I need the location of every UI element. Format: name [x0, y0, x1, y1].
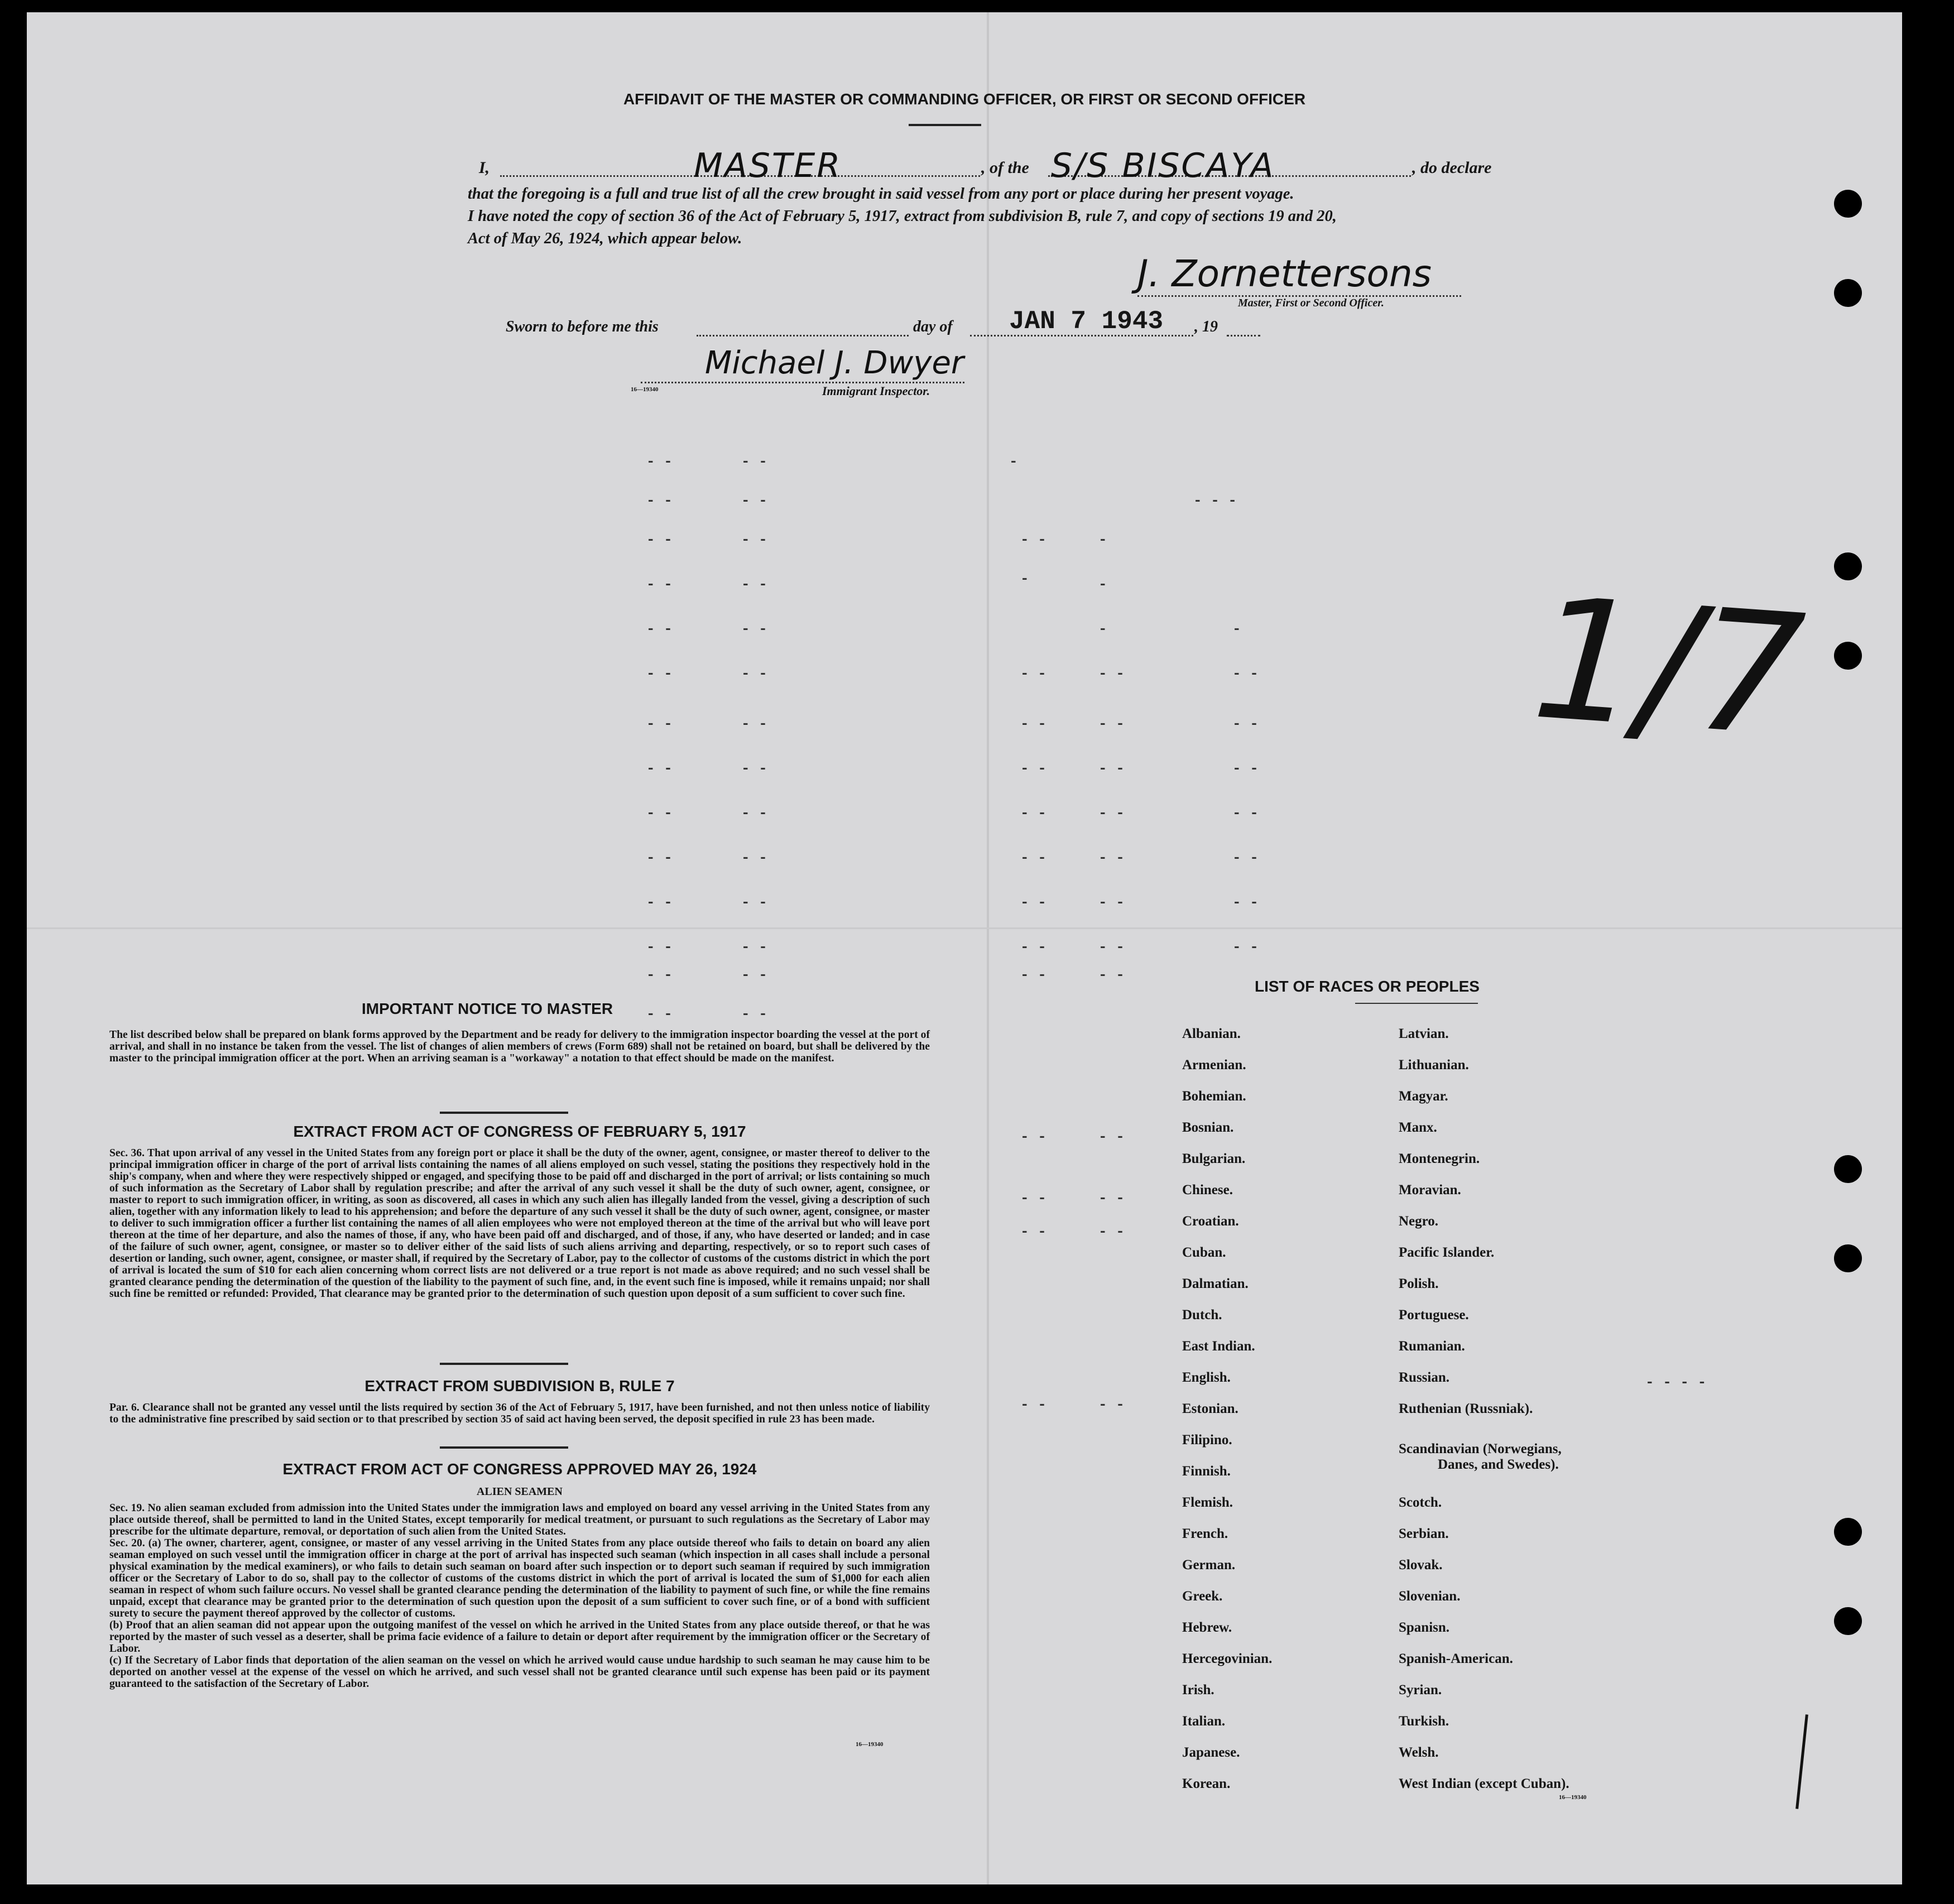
race-item: Welsh. [1399, 1745, 1439, 1760]
extract-1917-rule [440, 1363, 568, 1365]
race-item: Lithuanian. [1399, 1057, 1469, 1073]
name-value: MASTER [694, 146, 842, 185]
extract-1924-body [109, 1502, 930, 1690]
alien-seamen-subtitle: ALIEN SEAMEN [477, 1485, 563, 1498]
punch-hole [1834, 1155, 1862, 1183]
year-label: , 19 [1194, 318, 1218, 335]
race-item: Estonian. [1182, 1401, 1238, 1416]
fold-line-horizontal [27, 927, 1902, 929]
races-title: LIST OF RACES OR PEOPLES [1255, 978, 1480, 995]
race-item: Bohemian. [1182, 1089, 1246, 1104]
inspector-label: Immigrant Inspector. [822, 384, 930, 398]
race-item: Scotch. [1399, 1495, 1442, 1510]
inspector-fill-line [641, 381, 964, 383]
race-item: Flemish. [1182, 1495, 1233, 1510]
year-fill-line [1227, 334, 1260, 336]
affidavit-line-2: that the foregoing is a full and true list of all the crew brought in said vessel from any port or place during her present voyage. [468, 185, 1294, 203]
form-number-right: 16—19340 [1559, 1794, 1587, 1801]
punch-hole [1834, 279, 1862, 307]
race-item: Slovenian. [1399, 1589, 1461, 1604]
race-item: Dutch. [1182, 1307, 1222, 1323]
race-item: Dalmatian. [1182, 1276, 1249, 1291]
notice-title: IMPORTANT NOTICE TO MASTER [362, 1000, 613, 1017]
rule7-title: EXTRACT FROM SUBDIVISION B, RULE 7 [364, 1377, 675, 1395]
master-title-label: Master, First or Second Officer. [1238, 297, 1384, 309]
notice-rule [440, 1112, 568, 1114]
race-item: Chinese. [1182, 1182, 1233, 1198]
sec20c-text: (c) If the Secretary of Labor finds that deportation of the alien seaman on the vessel on which he arrived would cause undue hardship to such seaman he may cause him to be deported on another vessel at the expense of the vessel on which he arrived, and such vessel shall not be granted clearance until such expense has been paid or its payment guaranteed to the satisfaction of the Secretary of Labor. [109, 1655, 930, 1690]
race-item: Albanian. [1182, 1026, 1241, 1041]
race-item: Filipino. [1182, 1432, 1232, 1448]
race-item: Hebrew. [1182, 1620, 1232, 1635]
races-rule [1355, 1003, 1478, 1004]
race-item: Japanese. [1182, 1745, 1240, 1760]
race-item: Rumanian. [1399, 1339, 1465, 1354]
race-item: Turkish. [1399, 1714, 1449, 1729]
race-item: Bulgarian. [1182, 1151, 1246, 1166]
form-number-left: 16—19340 [856, 1741, 884, 1748]
race-item: Magyar. [1399, 1089, 1448, 1104]
extract-1924-title: EXTRACT FROM ACT OF CONGRESS APPROVED MAY 26, 1924 [282, 1460, 757, 1478]
race-item: Bosnian. [1182, 1120, 1234, 1135]
race-item: Slovak. [1399, 1557, 1443, 1573]
do-declare-label: , do declare [1412, 158, 1492, 177]
day-of-label: day of [913, 318, 953, 335]
race-item: Spanisn. [1399, 1620, 1450, 1635]
affidavit-line-3: I have noted the copy of section 36 of the Act of February 5, 1917, extract from subdivision B, rule 7, and copy of sections 19 and 20, [468, 208, 1337, 225]
punch-hole [1834, 190, 1862, 218]
inspector-signature: Michael J. Dwyer [705, 345, 964, 381]
race-item: Latvian. [1399, 1026, 1449, 1041]
rule7-body: Par. 6. Clearance shall not be granted any vessel until the lists required by section 36 of the Act of February 5, 1917, have been furnished, and not then unless notice of liability to the administrative fine prescribed by said section or to that prescribed by section 35 of said act having been served, the deposit specified in rule 23 has been made. [109, 1402, 930, 1425]
race-item: Greek. [1182, 1589, 1223, 1604]
race-item: Negro. [1399, 1214, 1439, 1229]
of-the-label: , of the [981, 158, 1029, 177]
race-item: Croatian. [1182, 1214, 1239, 1229]
punch-hole [1834, 1607, 1862, 1635]
sworn-day-fill-line [697, 334, 909, 336]
sec19-text: Sec. 19. No alien seaman excluded from admission into the United States under the immigration laws and employed on board any vessel arriving in the United States from any place outside thereof, shall be permitted to land in the United States, except temporarily for medical treatment, or pursuant to such regulations as the Secretary of Labor may prescribe for the ultimate departure, removal, or deportation of such alien from the United States. [109, 1502, 930, 1537]
affidavit-title: AFFIDAVIT OF THE MASTER OR COMMANDING OFFICER, OR FIRST OR SECOND OFFICER [623, 90, 1306, 108]
race-item: Russian. [1399, 1370, 1450, 1385]
handwritten-page-mark: 1/7 [1527, 561, 1810, 775]
sworn-label: Sworn to before me this [506, 318, 659, 335]
race-item: Portuguese. [1399, 1307, 1469, 1323]
sec20a-text: Sec. 20. (a) The owner, charterer, agent, consignee, or master of any vessel arriving in the United States from any place outside thereof who fails to detain on board any alien seaman employed on such vessel until the immigration officer in charge at the port of arrival has inspected such seaman (which inspection in all cases shall include a personal physical examination by the medical examiners), or who fails to detain such seaman on board after such inspection or to deport such seaman if required by such immigration officer or the Secretary of Labor to do so, shall pay to the collector of customs of the customs district in which the port of arrival is located the sum of $1,000 for each alien seaman in respect of whom such failure occurs. No vessel shall be granted clearance pending the determination of the liability to payment of such fine, or while the fine remains unpaid, except that clearance may be granted prior to the determination of such question upon the deposit of a sum sufficient to cover such fine, or of a bond with sufficient surety to secure the payment thereof approved by the collector of customs. [109, 1537, 930, 1619]
punch-hole [1834, 552, 1862, 580]
race-item: Irish. [1182, 1682, 1214, 1698]
race-item: Finnish. [1182, 1464, 1231, 1479]
race-item: German. [1182, 1557, 1236, 1573]
race-item: Pacific Islander. [1399, 1245, 1495, 1260]
race-item: West Indian (except Cuban). [1399, 1776, 1569, 1791]
race-item: Korean. [1182, 1776, 1231, 1791]
race-item: East Indian. [1182, 1339, 1255, 1354]
punch-hole [1834, 1244, 1862, 1272]
document-page: AFFIDAVIT OF THE MASTER OR COMMANDING OFFICER, OR FIRST OR SECOND OFFICER I, MASTER , of the S/S BISCAYA , do declare that the foregoing is a full and true list of all the crew brought in said vessel from any port or place during her present voyage. I have noted the copy of section 36 of the Act of February 5, 1917, extract from subdivision B, rule 7, and copy of sections 19 and 20, Act of May 26, 1924, which appear below. J. Zornettersons Master, First or Second Officer. Sworn to before me this day of JAN 7 1943 , 19 Michael J. Dwyer 16—19340 Immigrant Inspector. 1/7 - - - - - - - - - - - - - - - - - - - - - - - - - - - - - - - - - - - - - - - - - - - - - - - - - - - - - - - - - - - - - - - - - - - - - - - - - - - - - - - - - - - - - - - - - - - - - - - - - - - - - - - - - - - - - - - - - - - - - - - - - - - - - - - - - - - - - IMPORTANT NOTICE TO MASTER The list described below shall be prepared on blank forms approved by the Department and be ready for delivery to the immigration inspector boarding the vessel at the port of arrival, and shall in no instance be taken from the vessel. The list of changes of alien members of crews (Form 689) shall not be retained on board, but shall be delivered by the master to the principal immigration officer at the port. When an arriving seaman is a "workaway" a notation to that effect should be made on the manifest. EXTRACT FROM ACT OF CONGRESS OF FEBRUARY 5, 1917 Sec. 36. That upon arrival of any vessel in the United States from any foreign port or place it shall be the duty of the owner, agent, consignee, or master thereof to deliver to the principal immigration officer in charge of the port of arrival lists containing the names of all aliens employed on such vessel, stating the positions they respectively hold in the ship's company, when and where they were respectively shipped or engaged, and specifying those to be paid off and discharged in the port of arrival; or lists containing so much of such information as the Secretary of Labor shall by regulation prescribe; and after the arrival of any such vessel it shall be the duty of such owner, agent, consignee, or master to report to such immigration officer, in writing, as soon as discovered, all cases in which any such alien has illegally landed from the vessel, giving a description of such alien, together with any information likely to lead to his apprehension; and before the departure of any such vessel it shall be the duty of such owner, agent, consignee, or master to deliver to such immigration officer a further list containing the names of all alien employees who were not employed thereon at the time of the arrival but who will leave port thereon at the time of her departure, and also the names of those, if any, who have been paid off and discharged, and of those, if any, who have deserted or landed; and in case of the failure of such owner, agent, consignee, or master so to deliver either of the said lists of such aliens arriving and departing, respectively, or so to report such cases of desertion or landing, such owner, agent, consignee, or master shall, if required by the Secretary of Labor, pay to the collector of customs of the customs district in which the port of arrival is located the sum of $10 for each alien concerning whom correct lists are not delivered or a true report is not made as above required; and no such vessel shall be granted clearance pending the determination of the question of the liability to the payment of such fine, and, in the event such fine is imposed, while it remains unpaid; nor shall such fine be remitted or refunded: Provided, That clearance may be granted prior to the determination of such question upon deposit of a sum sufficient to cover such fine. EXTRACT FROM SUBDIVISION B, RULE 7 Par. 6. Clearance shall not be granted any vessel until the lists required by section 36 of the Act of February 5, 1917, have been furnished, and not then unless notice of liability to the administrative fine prescribed by said section or to that prescribed by section 35 of said act having been served, the deposit specified in rule 23 has been made. EXTRACT FROM ACT OF CONGRESS APPROVED MAY 26, 1924 ALIEN SEAMEN Sec. 19. No alien seaman excluded from admission into the United States under the immigration laws and employed on board any vessel arriving in the United States from any place outside thereof, shall be permitted to land in the United States, except temporarily for medical treatment, or pursuant to such regulations as the Secretary of Labor may prescribe for the ultimate departure, removal, or deportation of such alien from the United States. Sec. 20. (a) The owner, charterer, agent, consignee, or master of any vessel arriving in the United States from any place outside thereof who fails to detain on board any alien seaman employed on such vessel until the immigration officer in charge at the port of arrival has inspected such seaman (which inspection in all cases shall include a personal physical examination by the medical examiners), or who fails to detain such seaman on board after such inspection or to deport such seaman if required by such immigration officer or the Secretary of Labor to do so, shall pay to the collector of customs of the customs district in which the port of arrival is located the sum of $1,000 for each alien seaman in respect of whom such failure occurs. No vessel shall be granted clearance pending the determination of the liability to payment of such fine, or while the fine remains unpaid, except that clearance may be granted prior to the determination of such question upon the deposit of a sum sufficient to cover such fine, or of a bond with sufficient surety to secure the payment thereof approved by the collector of customs. (b) Proof that an alien seaman did not appear upon the outgoing manifest of the vessel on which he arrived in the United States from any place outside thereof, or that he was reported by the master of such vessel as a deserter, shall be prima facie evidence of a failure to detain or deport after requirement by the immigration officer or the Secretary of Labor. (c) If the Secretary of Labor finds that deportation of the alien seaman on the vessel on which he arrived would cause undue hardship to such seaman he may cause him to be deported on another vessel at the expense of the vessel on which he arrived, and such vessel shall not be granted clearance until such expense has been paid or its payment guaranteed to the satisfaction of the Secretary of Labor. 16—19340 LIST OF RACES OR PEOPLES Albanian. Armenian. Bohemian. Bosnian. Bulgarian. Chinese. Croatian. Cuban. Dalmatian. Dutch. East Indian. English. Estonian. Filipino. Finnish. Flemish. French. German. Greek. Hebrew. Hercegovinian. Irish. Italian. Japanese. Korean. Latvian. Lithuanian. Magyar. Manx. Montenegrin. Moravian. Negro. Pacific Islander. Polish. Portuguese. Rumanian. Russian. Ruthenian (Russniak). Scandinavian (Norwegians, Danes, and Swedes). Scotch. Serbian. Slovak. Slovenian. Spanisn. Spanish-American. Syrian. Turkish. Welsh. West Indian (except Cuban). 16—19340 [27, 12, 1902, 1884]
punch-hole [1834, 642, 1862, 670]
date-stamp: JAN 7 1943 [1009, 307, 1164, 336]
notice-body: The list described below shall be prepared on blank forms approved by the Department and be ready for delivery to the immigration inspector boarding the vessel at the port of arrival, and shall in no instance be taken from the vessel. The list of changes of alien members of crews (Form 689) shall not be retained on board, but shall be delivered by the master to the principal immigration officer at the port. When an arriving seaman is a "workaway" a notation to that effect should be made on the manifest. [109, 1029, 930, 1064]
race-item: Cuban. [1182, 1245, 1226, 1260]
rule7-rule [440, 1446, 568, 1449]
vessel-value: S/S BISCAYA [1051, 146, 1275, 185]
race-item: Spanish-American. [1399, 1651, 1513, 1666]
extract-1917-title: EXTRACT FROM ACT OF CONGRESS OF FEBRUARY 5, 1917 [293, 1123, 746, 1140]
race-item: Italian. [1182, 1714, 1226, 1729]
race-item: Polish. [1399, 1276, 1439, 1291]
race-item: English. [1182, 1370, 1231, 1385]
race-item: Ruthenian (Russniak). [1399, 1401, 1533, 1416]
race-item: Danes, and Swedes). [1438, 1457, 1559, 1472]
affidavit-line-4: Act of May 26, 1924, which appear below. [468, 230, 742, 247]
affidavit-i-label: I, [479, 158, 490, 177]
race-item: Scandinavian (Norwegians, [1399, 1441, 1562, 1456]
race-item: Moravian. [1399, 1182, 1461, 1198]
race-item: Montenegrin. [1399, 1151, 1480, 1166]
race-item: Hercegovinian. [1182, 1651, 1273, 1666]
race-item: Syrian. [1399, 1682, 1442, 1698]
master-signature: J. Zornettersons [1137, 252, 1432, 295]
race-item: Manx. [1399, 1120, 1437, 1135]
extract-1917-body: Sec. 36. That upon arrival of any vessel in the United States from any foreign port or place it shall be the duty of the owner, agent, consignee, or master thereof to deliver to the principal immigration officer in charge of the port of arrival lists containing the names of all aliens employed on such vessel, stating the positions they respectively hold in the ship's company, when and where they were respectively shipped or engaged, and specifying those to be paid off and discharged in the port of arrival; or lists containing so much of such information as the Secretary of Labor shall by regulation prescribe; and after the arrival of any such vessel it shall be the duty of such owner, agent, consignee, or master to report to such immigration officer, in writing, as soon as discovered, all cases in which any such alien has illegally landed from the vessel, giving a description of such alien, together with any information likely to lead to his apprehension; and before the departure of any such vessel it shall be the duty of such owner, agent, consignee, or master to deliver to such immigration officer a further list containing the names of all alien employees who were not employed thereon at the time of the arrival but who will leave port thereon at the time of her departure, and also the names of those, if any, who have been paid off and discharged, and of those, if any, who have deserted or landed; and in case of the failure of such owner, agent, consignee, or master so to deliver either of the said lists of such aliens arriving and departing, respectively, or so to report such cases of desertion or landing, such owner, agent, consignee, or master shall, if required by the Secretary of Labor, pay to the collector of customs of the customs district in which the port of arrival is located the sum of $10 for each alien concerning whom correct lists are not delivered or a true report is not made as above required; and no such vessel shall be granted clearance pending the determination of the question of the liability to the payment of such fine, and, in the event such fine is imposed, while it remains unpaid; nor shall such fine be remitted or refunded: Provided, That clearance may be granted prior to the determination of such question upon deposit of a sum sufficient to cover such fine. [109, 1147, 930, 1300]
punch-hole [1834, 1518, 1862, 1546]
form-number-top: 16—19340 [631, 386, 659, 393]
sec20b-text: (b) Proof that an alien seaman did not appear upon the outgoing manifest of the vessel on which he arrived in the United States from any place outside thereof, or that he was reported by the master of such vessel as a deserter, shall be prima facie evidence of a failure to detain or deport after requirement by the immigration officer or the Secretary of Labor. [109, 1619, 930, 1655]
race-item: French. [1182, 1526, 1228, 1541]
race-item: Armenian. [1182, 1057, 1246, 1073]
fold-line-vertical [987, 12, 989, 1884]
race-item: Serbian. [1399, 1526, 1449, 1541]
title-rule [909, 124, 981, 126]
pen-stroke [1795, 1714, 1808, 1809]
